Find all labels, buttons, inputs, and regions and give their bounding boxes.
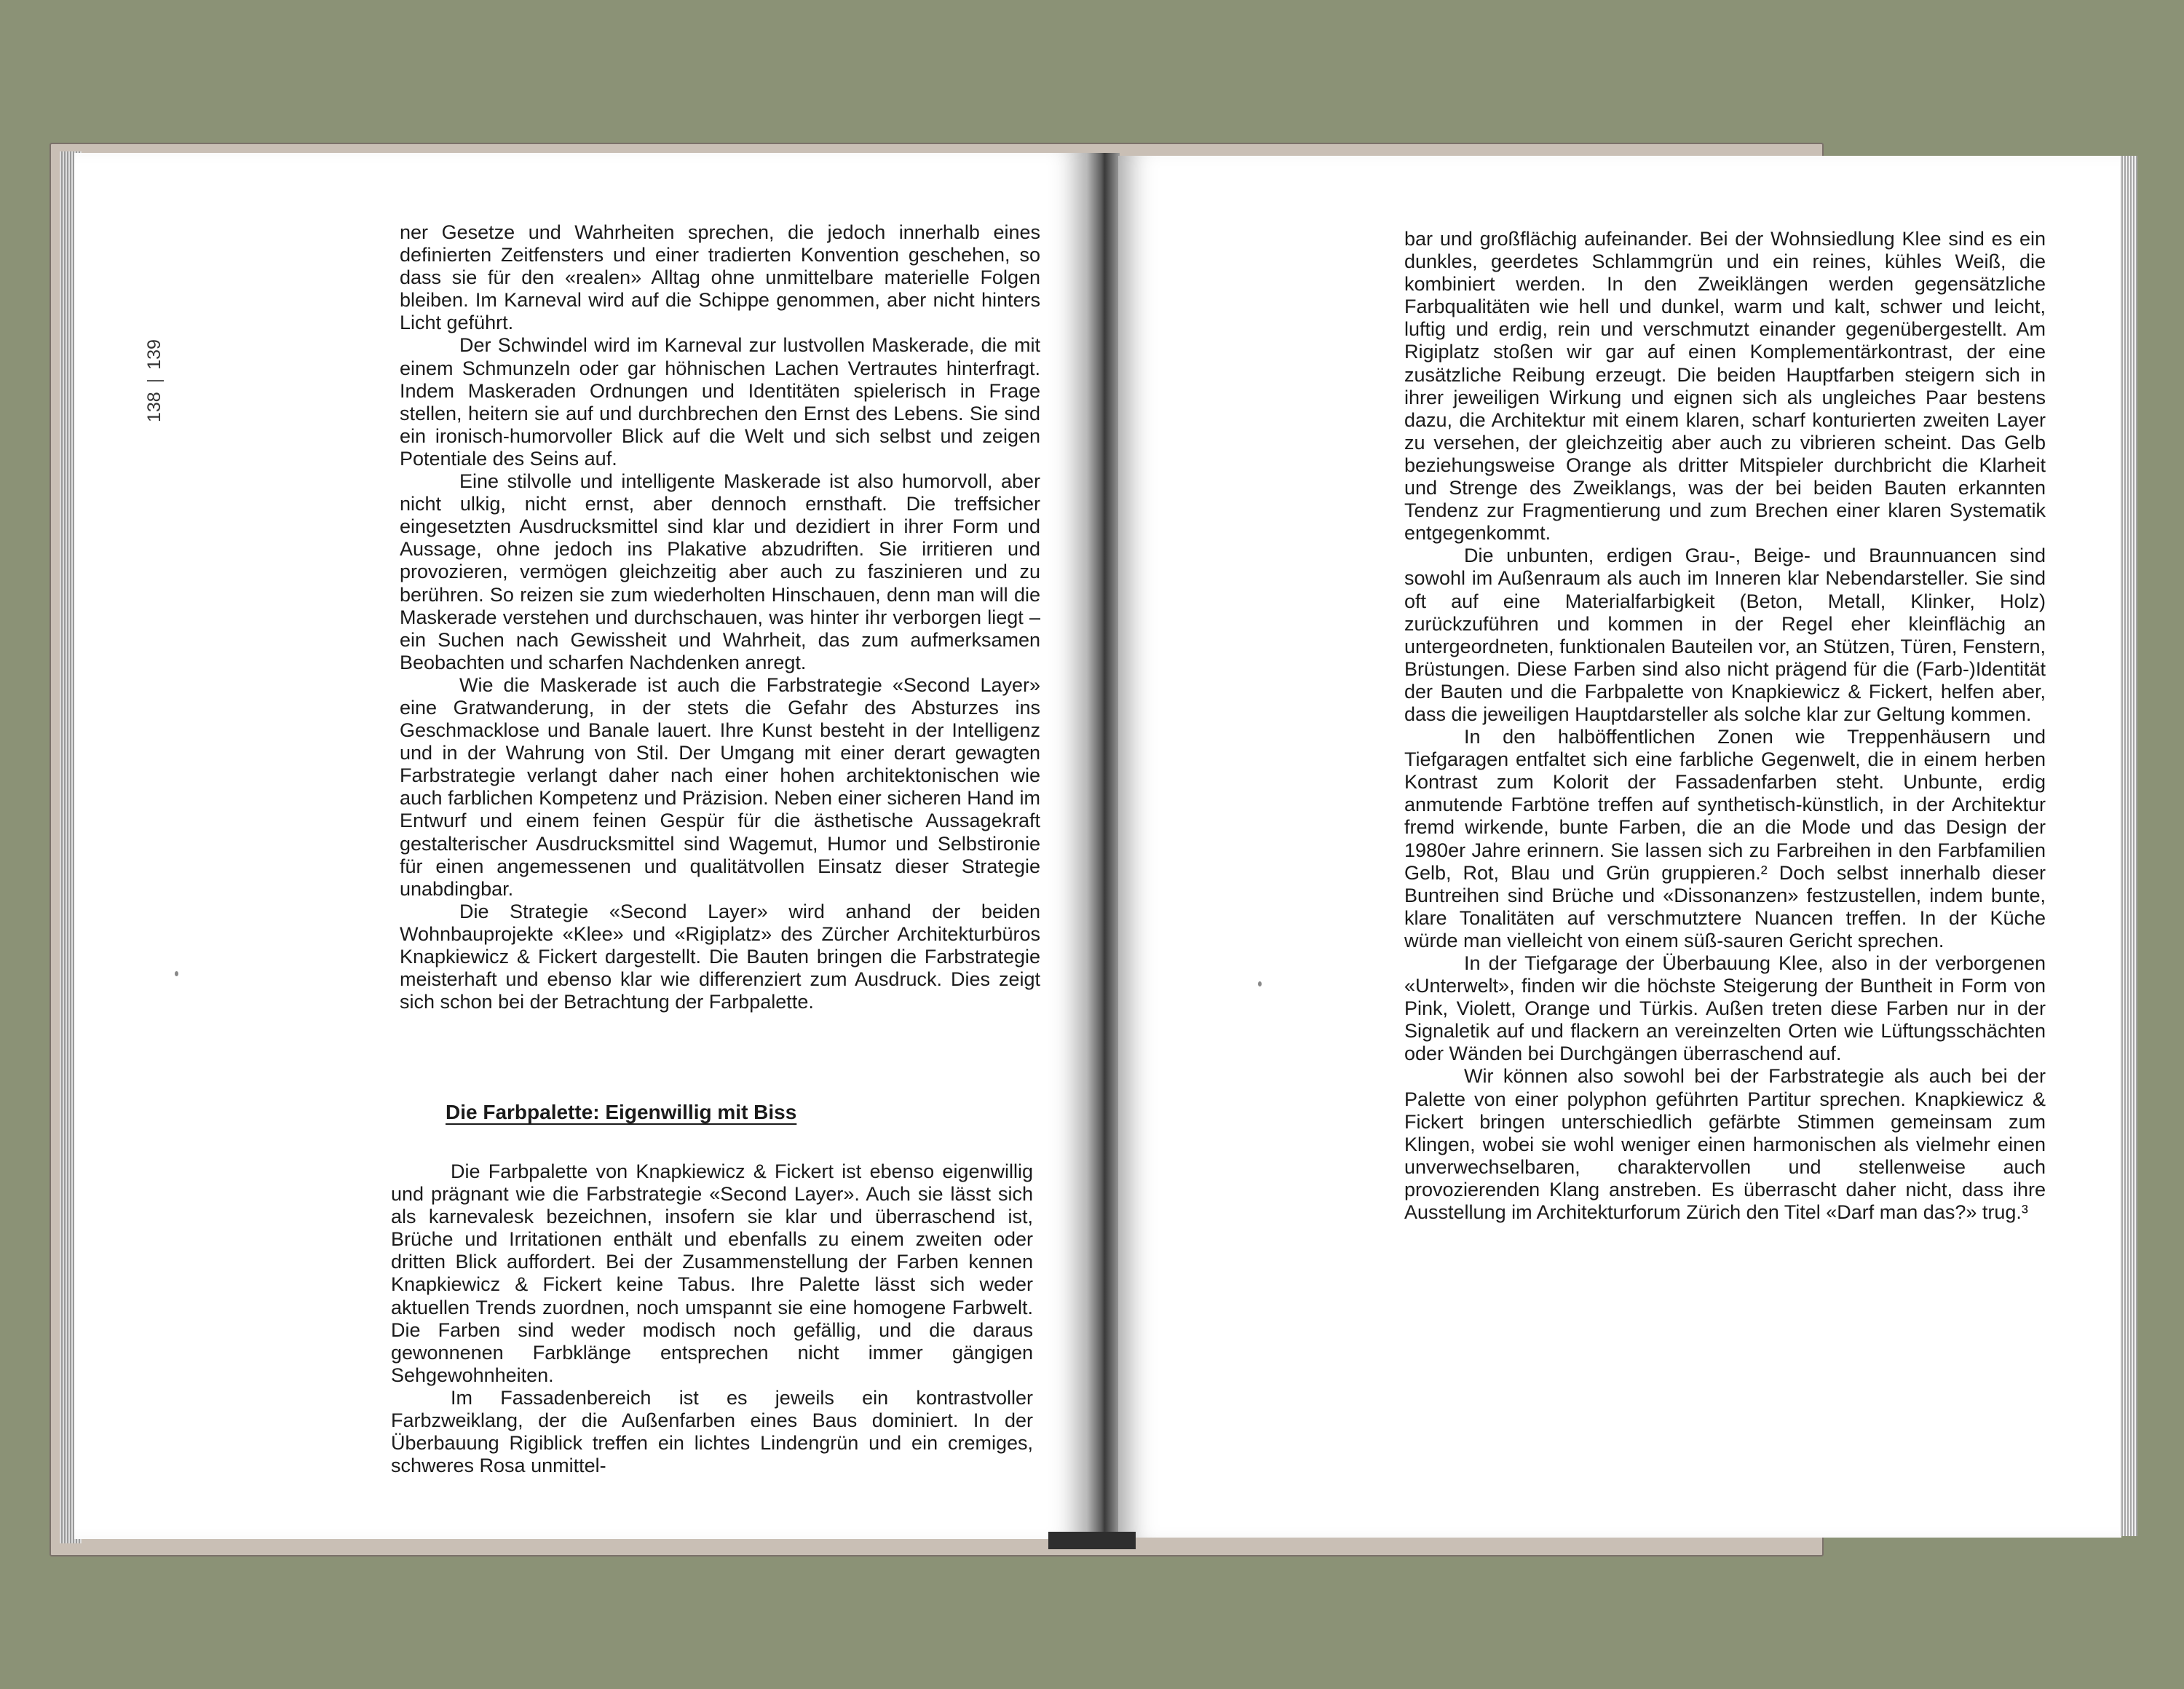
- page-edges-right: [2120, 156, 2137, 1536]
- left-column-text: [400, 221, 1040, 1013]
- page-number-right: 139: [144, 339, 165, 370]
- page-number-left: 138: [144, 392, 165, 422]
- paper-speck: [1258, 981, 1262, 986]
- paper-speck: [175, 971, 178, 976]
- section-heading: Die Farbpalette: Eigenwillig mit Biss: [446, 1101, 797, 1123]
- page-numbers: [144, 339, 165, 422]
- paragraph: In den halböffentlichen Zonen wie Treppenhäusern und Tiefgaragen entfaltet sich eine farbliche Gegenwelt, die in einem herben Kontrast zum Kolorit der Fassadenfarben steht. Unbunte, erdig anmutende Farbtöne treffen auf synthetisch-künstlich, in der Architektur fremd wirkende, bunte Farben, die an die Mode und das Design der 1980er Jahre erinnern. Sie lassen sich zu Farbreihen in den Farbfamilien Gelb, Rot, Blau und Grün gruppieren.² Doch selbst innerhalb dieser Buntreihen sind Brüche und «Dissonanzen» festzustellen, indem bunte, klare Tonalitäten auf verschmutztere Nuancen treffen. In der Küche würde man vielleicht von einem süß-sauren Gericht sprechen.: [1404, 726, 2046, 952]
- paragraph: Die Farbpalette von Knapkiewicz & Fickert ist ebenso eigenwillig und prägnant wie die Farbstrategie «Second Layer». Auch sie lässt sich als karnevalesk bezeichnen, insofern sie klar und überraschend ist, Brüche und Irritationen enthält und ebenfalls zu einem zweiten oder dritten Blick auffordert. Bei der Zusammenstellung der Farben kennen Knapkiewicz & Fickert keine Tabus. Ihre Palette lässt sich weder aktuellen Trends zuordnen, noch umspannt sie eine homogene Farbwelt. Die Farben sind weder modisch noch gefällig, und die daraus gewonnenen Farbklänge entsprechen nicht immer gängigen Sehgewohnheiten.: [391, 1160, 1033, 1386]
- page-number-separator: |: [144, 378, 165, 384]
- paragraph: Die Strategie «Second Layer» wird anhand der beiden Wohnbauprojekte «Klee» und «Rigiplatz» des Zürcher Architekturbüros Knapkiewicz & Fickert dargestellt. Die Bauten bringen die Farbstrategie meisterhaft und ebenso klar wie differenziert zum Ausdruck. Dies zeigt sich schon bei der Betrachtung der Farbpalette.: [400, 900, 1040, 1013]
- book-gutter: [1086, 153, 1120, 1539]
- paragraph: Der Schwindel wird im Karneval zur lustvollen Maskerade, die mit einem Schmunzeln oder gar höhnischen Lachen Vertrautes hinterfragt. Indem Maskeraden Ordnungen und Identitäten spielerisch in Frage stellen, heitern sie auf und durchbrechen den Ernst des Lebens. Sie sind ein ironisch-humorvoller Blick auf die Welt und sich selbst und zeigen Potentiale des Seins auf.: [400, 334, 1040, 470]
- paragraph: bar und großflächig aufeinander. Bei der Wohnsiedlung Klee sind es ein dunkles, geerdetes Schlammgrün und ein reines, kühles Weiß, die kombiniert werden. In den Zweiklängen werden gegensätzliche Farbqualitäten wie hell und dunkel, warm und kalt, schwer und leicht, luftig und erdig, rein und verschmutzt einander gegenübergestellt. Am Rigiplatz stoßen wir gar auf einen Komplementärkontrast, der eine zusätzliche Reibung erzeugt. Die beiden Hauptfarben steigern sich in ihrer jeweiligen Wirkung und eignen sich als ungleiches Paar bestens dazu, die Architektur mit einem klaren, scharf konturierten zweiten Layer zu versehen, der gleichzeitig aber auch zu vibrieren scheint. Das Gelb beziehungsweise Orange als dritter Mitspieler durchbricht die Klarheit und Strenge des Zweiklangs, was der bei beiden Bauten erkannten Tendenz zur Fragmentierung und zum Brechen einer klaren Systematik entgegenkommt.: [1404, 228, 2046, 545]
- paragraph: Die unbunten, erdigen Grau-, Beige- und Braunnuancen sind sowohl im Außenraum als auch im Inneren klar Nebendarsteller. Sie sind oft auf eine Materialfarbigkeit (Beton, Metall, Klinker, Holz) zurückzuführen und kommen in der Regel eher kleinflächig an untergeordneten, funktionalen Bauteilen vor, an Stützen, Türen, Fenstern, Brüstungen. Diese Farben sind also nicht prägend für die (Farb-)Identität der Bauten und die Farbpalette von Knapkiewicz & Fickert, helfen aber, dass die jeweiligen Hauptdarsteller als solche klar zur Geltung kommen.: [1404, 545, 2046, 725]
- paragraph: Wir können also sowohl bei der Farbstrategie als auch bei der Palette von einer polyphon geführten Partitur sprechen. Knapkiewicz & Fickert bringen unterschiedlich gefärbte Stimmen gemeinsam zum Klingen, wobei sie wohl weniger einen harmonischen als vielmehr einen unverwechselbaren, charaktervollen und stellenweise auch provozierenden Klang anstreben. Es überrascht daher nicht, dass ihre Ausstellung im Architekturforum Zürich den Titel «Darf man das?» trug.³: [1404, 1065, 2046, 1224]
- left-column-text-2: [391, 1160, 1033, 1477]
- paragraph: In der Tiefgarage der Überbauung Klee, also in der verborgenen «Unterwelt», finden wir die höchste Steigerung der Buntheit in Form von Pink, Violett, Orange und Türkis. Außen treten diese Farben nur in der Signaletik auf und flackern an vereinzelten Orten wie Lüftungsschächten oder Wänden bei Durchgängen überraschend auf.: [1404, 952, 2046, 1065]
- paragraph: Wie die Maskerade ist auch die Farbstrategie «Second Layer» eine Gratwanderung, in der stets die Gefahr des Absturzes ins Geschmacklose und Banale lauert. Ihre Kunst besteht in der Intelligenz und in der Wahrung von Stil. Der Umgang mit einer derart gewagten Farbstrategie verlangt daher nach einer hohen architektonischen wie auch farblichen Kompetenz und Präzision. Neben einer sicheren Hand im Entwurf und einem feinen Gespür für die ästhetische Aussagekraft gestalterischer Ausdrucksmittel sind Wagemut, Humor und Selbstironie für einen angemessenen und qualitätvollen Einsatz dieser Strategie unabdingbar.: [400, 673, 1040, 900]
- right-column-text: [1404, 228, 2046, 1224]
- paragraph: Im Fassadenbereich ist es jeweils ein kontrastvoller Farbzweiklang, der die Außenfarben eines Baus dominiert. In der Überbauung Rigiblick treffen ein lichtes Lindengrün und ein cremiges, schweres Rosa unmittel-: [391, 1386, 1033, 1477]
- paragraph: ner Gesetze und Wahrheiten sprechen, die jedoch innerhalb eines definierten Zeitfensters und einer tradierten Konvention geschehen, so dass sie für den «realen» Alltag ohne unmittelbare materielle Folgen bleiben. Im Karneval wird auf die Schippe genommen, aber nicht hinters Licht geführt.: [400, 221, 1040, 334]
- paragraph: Eine stilvolle und intelligente Maskerade ist also humorvoll, aber nicht ulkig, nicht ernst, aber dennoch ernsthaft. Die treffsicher eingesetzten Ausdrucksmittel sind klar und dezidiert in ihrer Form und Aussage, ohne jedoch ins Plakative abzudriften. Sie irritieren und provozieren, vermögen gleichzeitig aber auch zu faszinieren und zu berühren. So reizen sie zum wiederholten Hinschauen, denn man will die Maskerade verstehen und durchschauen, was hinter ihr verborgen liegt – ein Suchen nach Gewissheit und Wahrheit, das zum aufmerksamen Beobachten und scharfen Nachdenken anregt.: [400, 470, 1040, 673]
- spine-bottom: [1048, 1532, 1136, 1549]
